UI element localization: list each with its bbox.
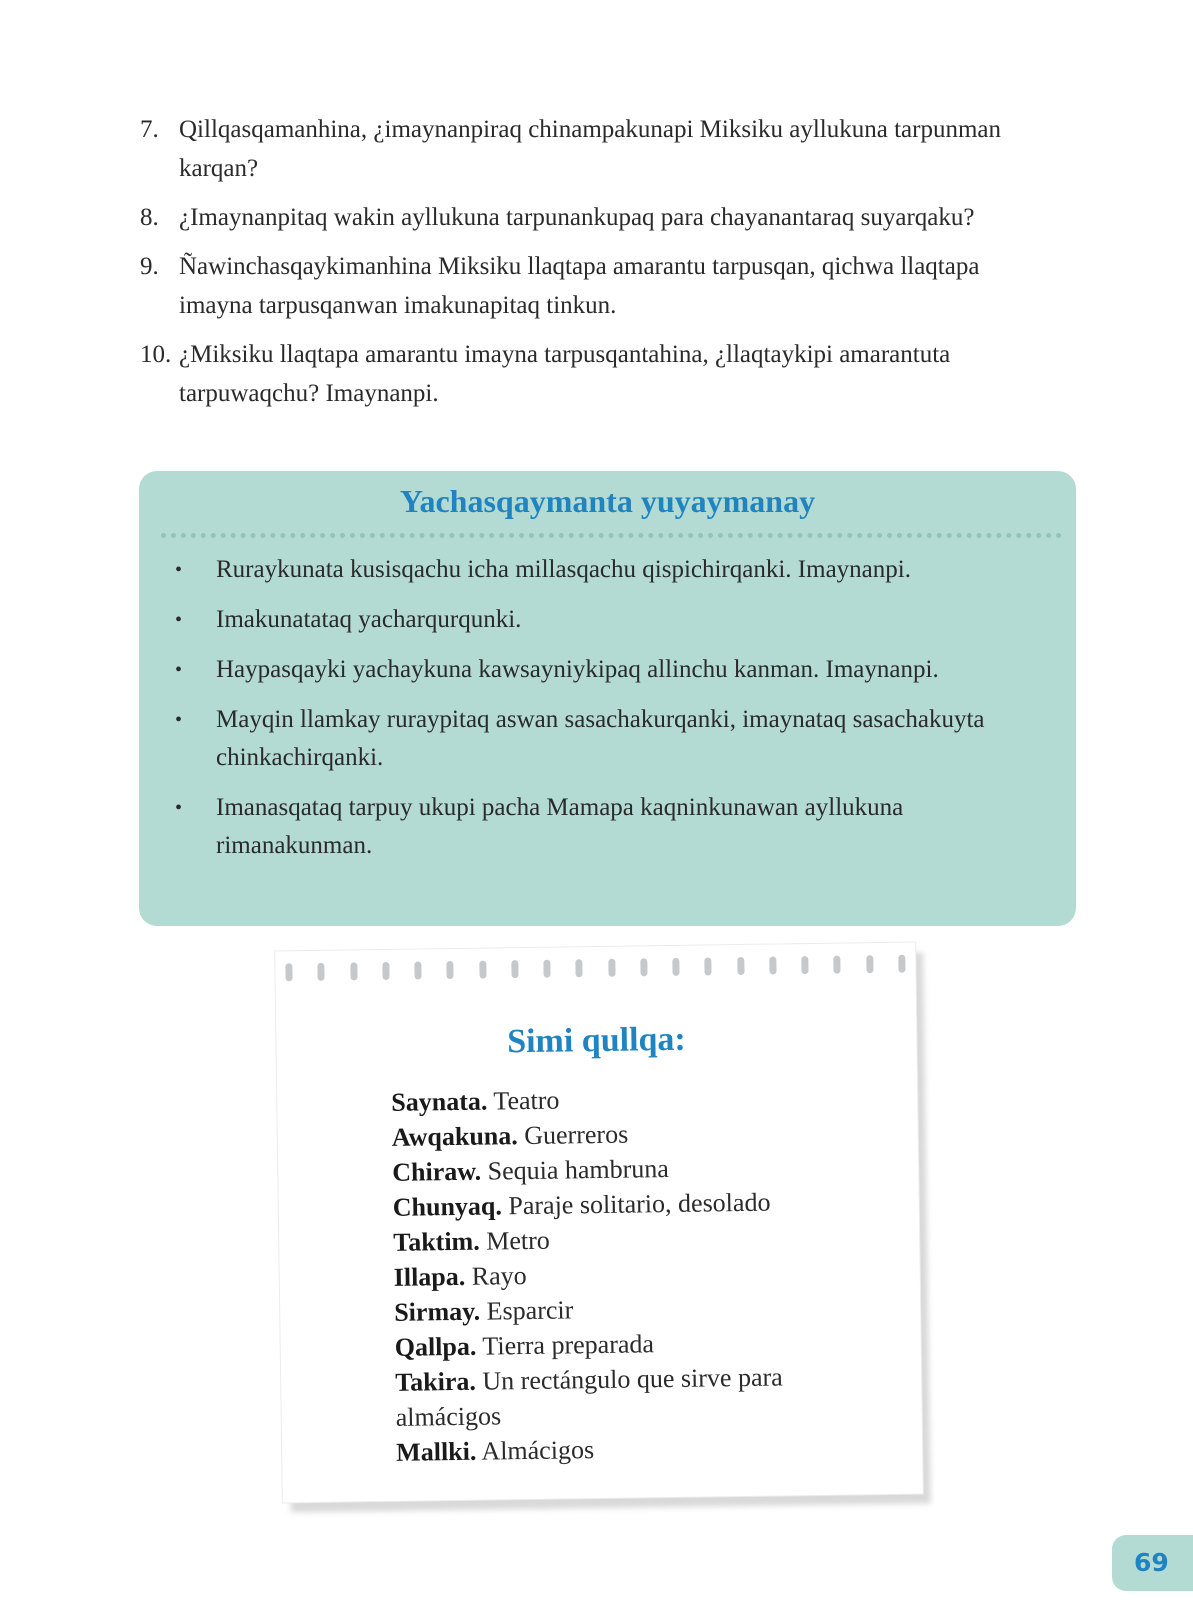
- reflection-list: [175, 551, 1055, 877]
- binding-hole-icon: [672, 958, 679, 976]
- bullet-icon: •: [175, 709, 183, 731]
- question-item: [140, 198, 1050, 237]
- glossary-title: Simi qullqa:: [506, 1020, 686, 1061]
- question-item: [140, 335, 1050, 413]
- glossary-definition: Teatro: [493, 1085, 560, 1116]
- glossary-term: Mallki.: [395, 1436, 477, 1467]
- reflection-item: [175, 651, 1055, 689]
- glossary-definition: Metro: [486, 1225, 550, 1256]
- glossary-definition: Esparcir: [486, 1295, 574, 1326]
- binding-hole-icon: [834, 956, 841, 974]
- reflection-item: [175, 601, 1055, 639]
- binding-hole-icon: [479, 961, 486, 979]
- binding-hole-icon: [737, 957, 744, 975]
- bullet-icon: •: [175, 797, 183, 819]
- glossary-list: [391, 1078, 866, 1470]
- glossary-definition: Un rectángulo que sirve para almácigos: [395, 1362, 783, 1432]
- bullet-icon: •: [175, 559, 183, 581]
- glossary-term: Chiraw.: [392, 1156, 482, 1187]
- reflection-panel: [139, 471, 1076, 926]
- glossary-term: Sirmay.: [394, 1296, 481, 1327]
- binding-hole-icon: [350, 962, 357, 980]
- glossary-term: Chunyaq.: [392, 1191, 503, 1222]
- binding-hole-icon: [511, 960, 518, 978]
- glossary-definition: Rayo: [471, 1261, 527, 1291]
- glossary-entry: [396, 1428, 866, 1470]
- question-number: 7.: [140, 116, 159, 143]
- binding-hole-icon: [801, 956, 808, 974]
- bullet-icon: •: [175, 659, 183, 681]
- binding-hole-icon: [769, 957, 776, 975]
- binding-hole-icon: [576, 959, 583, 977]
- reflection-item: [175, 551, 1055, 589]
- glossary-term: Illapa.: [393, 1261, 466, 1292]
- glossary-definition: Sequia hambruna: [487, 1154, 670, 1186]
- glossary-note: [275, 943, 923, 1503]
- glossary-term: Takira.: [395, 1366, 477, 1397]
- binding-hole-icon: [543, 960, 550, 978]
- reflection-text: Mayqin llamkay ruraypitaq aswan sasachakurqanki, imaynataq sasachakuyta chinkachirqanki.: [216, 706, 985, 771]
- reflection-text: Haypasqayki yachaykuna kawsayniykipaq allinchu kanman. Imaynanpi.: [216, 656, 939, 683]
- reflection-text: Imakunatataq yacharqurqunki.: [216, 606, 522, 633]
- spiral-holes: [285, 955, 905, 990]
- binding-hole-icon: [866, 955, 873, 973]
- question-number: 10.: [140, 341, 172, 368]
- question-text: ¿Miksiku llaqtapa amarantu imayna tarpusqantahina, ¿llaqtaykipi amarantuta tarpuwaqchu? Imaynanpi.: [179, 341, 951, 407]
- glossary-entry: [395, 1358, 866, 1435]
- question-number: 9.: [140, 253, 159, 280]
- question-number: 8.: [140, 204, 159, 231]
- page-number: 69: [1134, 1548, 1169, 1577]
- binding-hole-icon: [447, 961, 454, 979]
- binding-hole-icon: [898, 955, 905, 973]
- reflection-text: Ruraykunata kusisqachu icha millasqachu qispichirqanki. Imaynanpi.: [216, 556, 911, 583]
- glossary-term: Qallpa.: [394, 1331, 477, 1362]
- reflection-item: [175, 701, 1055, 777]
- question-list: [140, 110, 1050, 423]
- binding-hole-icon: [608, 959, 615, 977]
- binding-hole-icon: [640, 958, 647, 976]
- glossary-definition: Guerreros: [524, 1119, 629, 1151]
- binding-hole-icon: [705, 957, 712, 975]
- binding-hole-icon: [414, 961, 421, 979]
- binding-hole-icon: [318, 963, 325, 981]
- reflection-item: [175, 789, 1055, 865]
- reflection-title: Yachasqaymanta yuyaymanay: [399, 483, 816, 519]
- glossary-definition: Tierra preparada: [482, 1329, 655, 1361]
- question-text: Qillqasqamanhina, ¿imaynanpiraq chinampakunapi Miksiku ayllukuna tarpunman karqan?: [179, 116, 1002, 182]
- binding-hole-icon: [285, 963, 292, 981]
- question-text: Ñawinchasqaykimanhina Miksiku llaqtapa amarantu tarpusqan, qichwa llaqtapa imayna tarpusqanwan imakunapitaq tinkun.: [179, 253, 980, 319]
- binding-hole-icon: [382, 962, 389, 980]
- glossary-term: Saynata.: [391, 1086, 488, 1117]
- bullet-icon: •: [175, 609, 183, 631]
- glossary-definition: Almácigos: [481, 1435, 595, 1466]
- question-item: [140, 247, 1050, 325]
- question-item: [140, 110, 1050, 188]
- dotted-divider: [161, 533, 1062, 538]
- glossary-term: Taktim.: [393, 1226, 480, 1257]
- glossary-term: Awqakuna.: [391, 1121, 518, 1152]
- reflection-text: Imanasqataq tarpuy ukupi pacha Mamapa kaqninkunawan ayllukuna rimanakunman.: [216, 794, 904, 859]
- question-text: ¿Imaynanpitaq wakin ayllukuna tarpunankupaq para chayanantaraq suyarqaku?: [179, 204, 975, 231]
- glossary-definition: Paraje solitario, desolado: [508, 1187, 771, 1221]
